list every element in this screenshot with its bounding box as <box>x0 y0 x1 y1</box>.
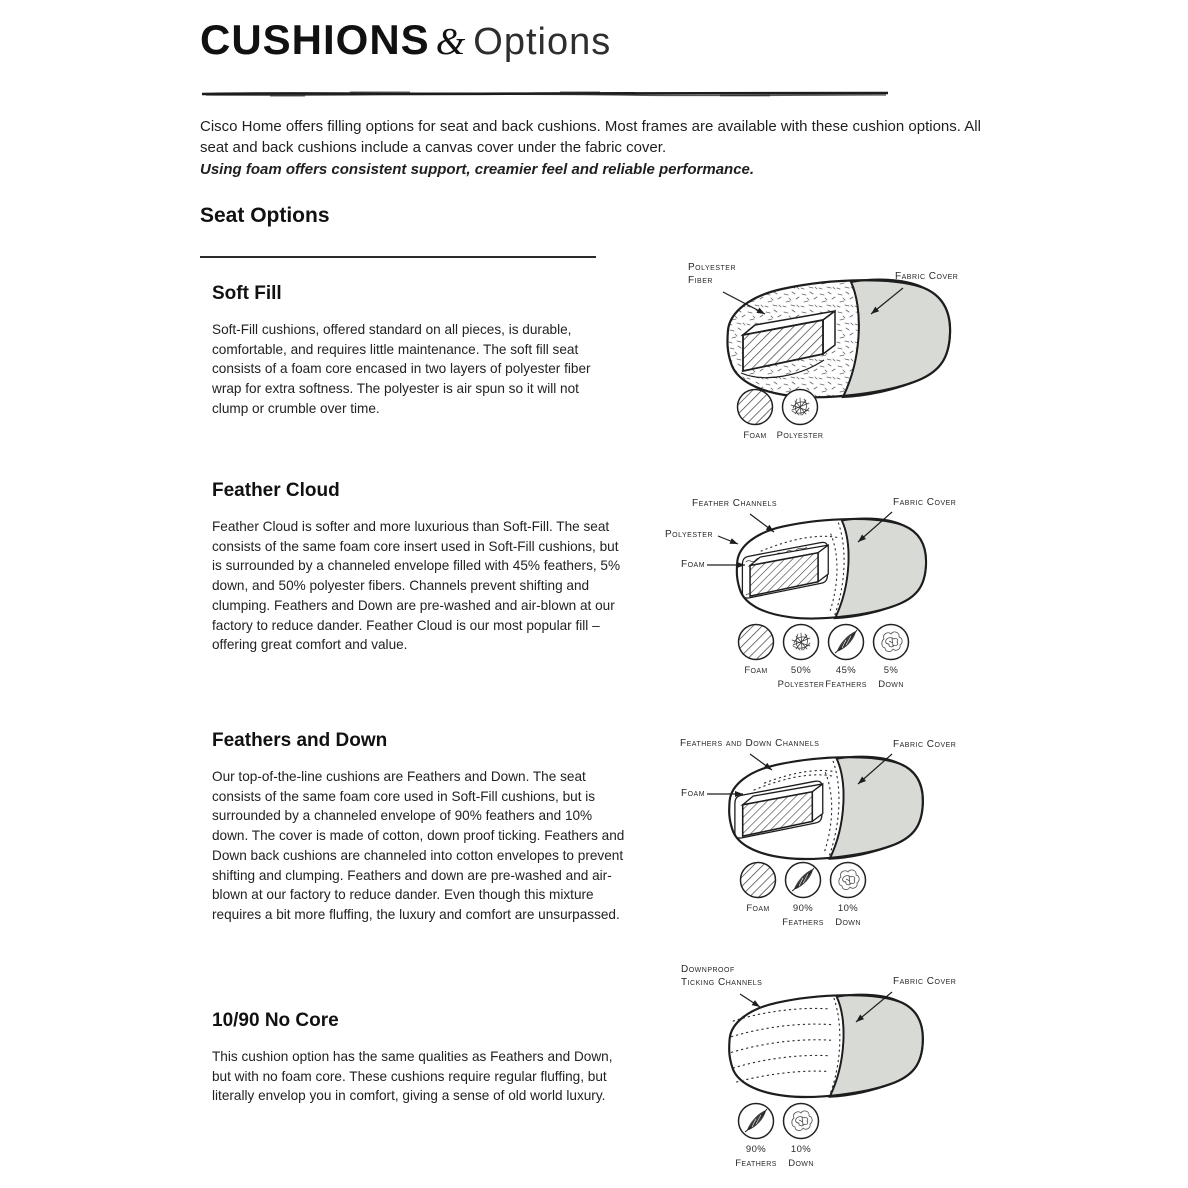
swatch-label: Feathers <box>735 1157 777 1169</box>
feathers-and-down-diagram <box>650 732 1000 927</box>
title-light: Options <box>473 21 612 63</box>
callout-ticking-channels-line2: Ticking Channels <box>681 977 763 988</box>
swatch-foam <box>736 861 780 930</box>
swatch-label: Polyester <box>777 678 825 690</box>
swatch-label: 90% <box>745 1144 767 1155</box>
swatch-label: 50% <box>790 665 812 676</box>
swatch-foam <box>733 388 777 444</box>
swatch-down <box>869 623 913 692</box>
swatch-label: Feathers <box>782 916 824 928</box>
callout-fabric-cover: Fabric Cover <box>895 271 959 282</box>
callout-feather-channels: Feather Channels <box>692 498 778 509</box>
swatch-feathers <box>734 1102 778 1171</box>
no-core-diagram <box>650 960 1000 1170</box>
callout-fabric-cover: Fabric Cover <box>893 976 957 987</box>
callout-fabric-cover: Fabric Cover <box>893 497 957 508</box>
swatch-polyester <box>779 623 823 692</box>
swatch-label: Down <box>835 916 861 928</box>
feather-swatch-icon <box>827 623 865 661</box>
swatch-down <box>826 861 870 930</box>
swatch-feathers <box>781 861 825 930</box>
title-ampersand: & <box>435 21 466 63</box>
soft-fill-diagram <box>665 258 1005 448</box>
swatch-label: Feathers <box>825 678 867 690</box>
swatch-row <box>736 861 870 930</box>
swatch-label: Foam <box>746 903 770 914</box>
section-body-feather-cloud: Feather Cloud is softer and more luxurious than Soft-Fill. The seat consists of the same foam core insert used in Soft-Fill cushions, but is surrounded by a channeled envelope filled with 45% feathers, 5% down, and 50% polyester fibers. Channels prevent shifting and clumping. Feathers and Down are pre-washed and air-blown at our factory to reduce dander. Feather Cloud is our most popular fill – offering great comfort and value. <box>212 519 621 653</box>
swatch-feathers <box>824 623 868 692</box>
swatch-label: 10% <box>790 1144 812 1155</box>
swatch-row <box>734 1102 823 1171</box>
intro-text: Cisco Home offers filling options for seat and back cushions. Most frames are available with these cushion options. All seat and back cushions include a canvas cover under the fabric cover. <box>200 118 981 157</box>
page-title <box>200 16 611 64</box>
swatch-row <box>734 623 913 692</box>
down-swatch-icon <box>829 861 867 899</box>
callout-feathers-down-channels: Feathers and Down Channels <box>680 738 820 749</box>
foam-swatch-icon <box>739 861 777 899</box>
callout-foam: Foam <box>681 559 706 570</box>
swatch-label: 5% <box>883 665 899 676</box>
section-heading-feathers-and-down: Feathers and Down <box>212 730 388 751</box>
polyester-swatch-icon <box>782 623 820 661</box>
hand-drawn-rule <box>200 85 890 103</box>
cushion-illustration <box>650 960 1000 1170</box>
swatch-label: Down <box>788 1157 814 1169</box>
foam-swatch-icon <box>736 388 774 426</box>
section-body-10-90-no-core: This cushion option has the same qualities as Feathers and Down, but with no foam core. These cushions require regular fluffing, but literally envelop you in comfort, giving a sense of old world luxury. <box>212 1049 613 1104</box>
swatch-label: 10% <box>837 903 859 914</box>
callout-downproof-line1: Downproof <box>681 964 735 975</box>
section-heading-soft-fill: Soft Fill <box>212 283 282 304</box>
callout-foam: Foam <box>681 788 706 799</box>
swatch-label: 45% <box>835 665 857 676</box>
polyester-swatch-icon <box>781 388 819 426</box>
swatch-label: Foam <box>743 430 767 441</box>
swatch-label: 90% <box>792 903 814 914</box>
swatch-label: Foam <box>744 665 768 676</box>
seat-options-heading: Seat Options <box>200 204 330 227</box>
foam-swatch-icon <box>737 623 775 661</box>
title-main: CUSHIONS <box>200 16 430 63</box>
section-heading-10-90-no-core: 10/90 No Core <box>212 1010 339 1031</box>
section-body-feathers-and-down: Our top-of-the-line cushions are Feathers and Down. The seat consists of the same foam core used in Soft-Fill cushions, but is surrounded by a channeled envelope of 90% feathers and 10% down. The cover is made of cotton, down proof ticking. Feathers and Down back cushions are channeled into cotton envelopes to prevent shifting and clumping. Feathers and down are pre-washed and air-blown at our factory to reduce dander. Even though this mixture requires a bit more fluffing, the luxury and comfort are unsurpassed. <box>212 769 625 922</box>
callout-polyester-fiber-line1: Polyester <box>688 262 736 273</box>
section-body-soft-fill: Soft-Fill cushions, offered standard on all pieces, is durable, comfortable, and requires little maintenance. The soft fill seat consists of a foam core encased in two layers of polyester fiber wrap for extra softness. The polyester is air spun so it will not clump or crumble over time. <box>212 322 591 416</box>
cushion-cutaway-illustration <box>665 258 1005 448</box>
feather-swatch-icon <box>737 1102 775 1140</box>
swatch-row <box>733 388 822 444</box>
feather-cloud-diagram <box>650 492 1000 690</box>
intro-paragraph <box>200 116 1000 180</box>
feather-swatch-icon <box>784 861 822 899</box>
callout-polyester-fiber-line2: Fiber <box>688 275 713 286</box>
down-swatch-icon <box>782 1102 820 1140</box>
swatch-polyester <box>778 388 822 444</box>
seat-options-rule <box>200 256 596 258</box>
swatch-foam <box>734 623 778 692</box>
swatch-label: Polyester <box>776 430 824 441</box>
section-heading-feather-cloud: Feather Cloud <box>212 480 340 501</box>
swatch-down <box>779 1102 823 1171</box>
callout-fabric-cover: Fabric Cover <box>893 739 957 750</box>
swatch-label: Down <box>878 678 904 690</box>
callout-polyester: Polyester <box>665 529 713 540</box>
down-swatch-icon <box>872 623 910 661</box>
intro-emphasis: Using foam offers consistent support, creamier feel and reliable performance. <box>200 160 755 178</box>
